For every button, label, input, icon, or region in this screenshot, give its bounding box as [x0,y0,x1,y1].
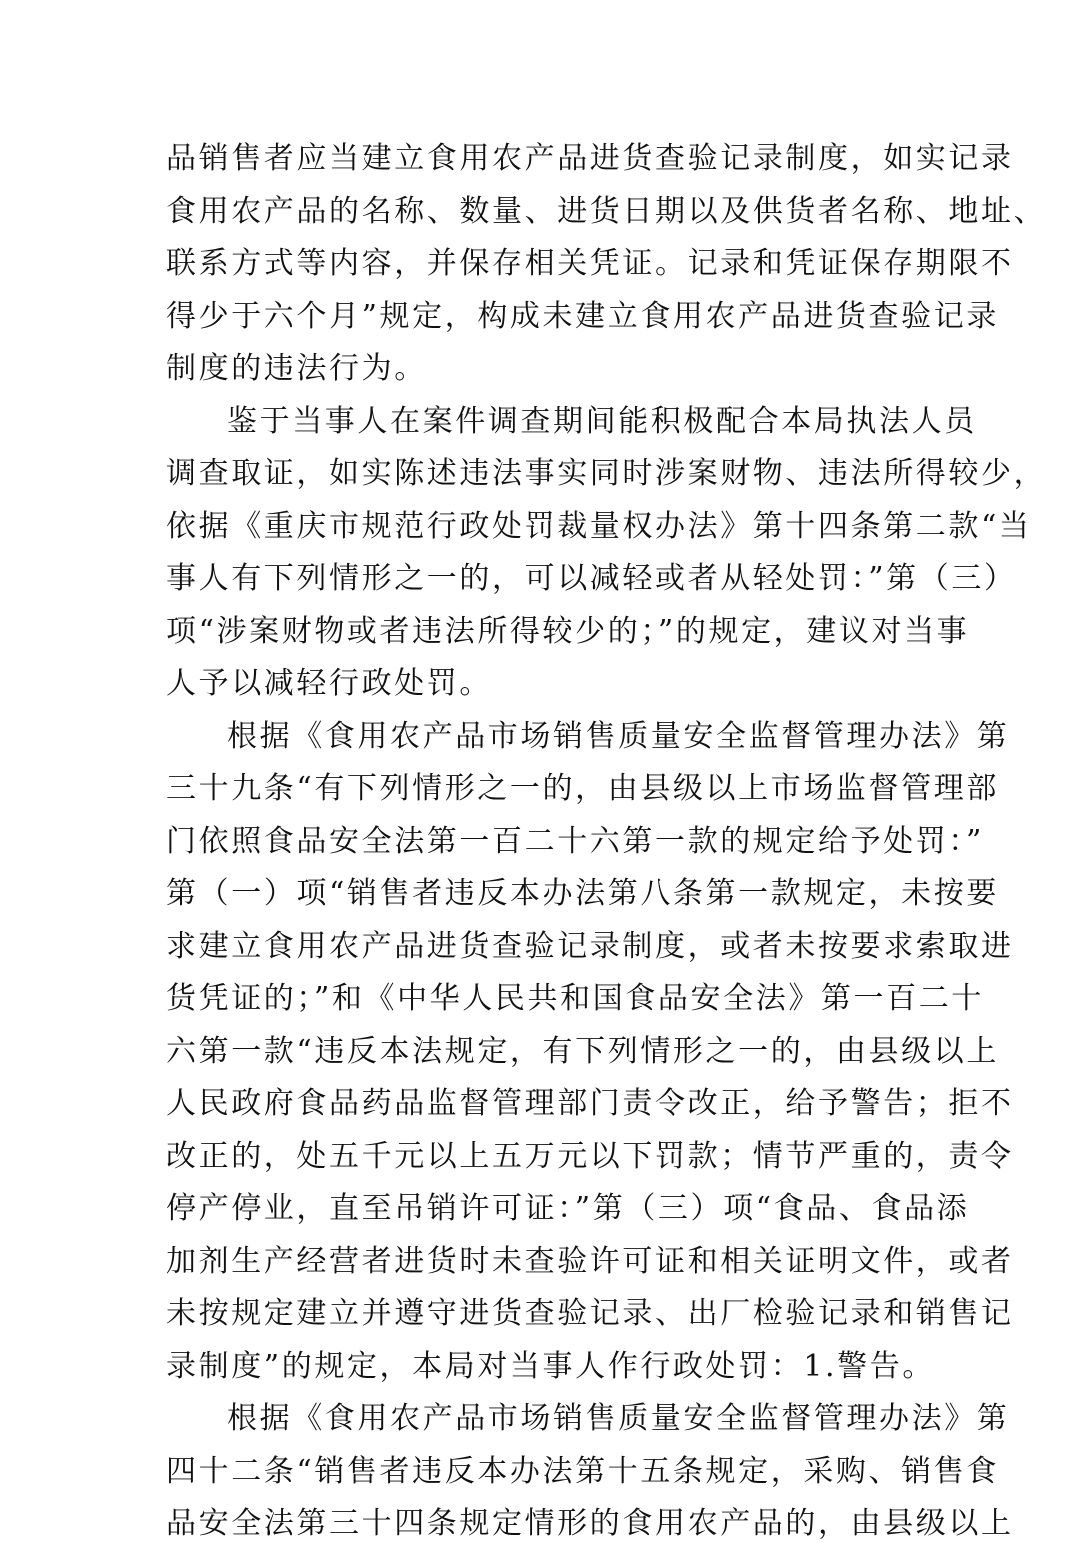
paragraph-3-line-8: 人民政府食品药品监督管理部门责令改正，给予警告；拒不 [166,1086,1014,1121]
paragraph-4-line-1: 根据《食用农产品市场销售质量安全监督管理办法》第 [227,1401,1010,1436]
paragraph-3-line-6: 货凭证的；”和《中华人民共和国食品安全法》第一百二十 [166,981,984,1016]
paragraph-1-line-4: 得少于六个月”规定，构成未建立食用农产品进货查验记录 [166,298,999,334]
paragraph-2-line-5: 项“涉案财物或者违法所得较少的；”的规定，建议对当事 [166,613,970,649]
paragraph-2-line-2: 调查取证，如实陈述违法事实同时涉案财物、违法所得较少， [166,456,1047,491]
paragraph-3-line-11: 加剂生产经营者进货时未查验许可证和相关证明文件，或者 [166,1243,1014,1279]
paragraph-1-line-1: 品销售者应当建立食用农产品进货查验记录制度，如实记录 [166,141,1014,176]
paragraph-3-line-3: 门依照食品安全法第一百二十六第一款的规定给予处罚：” [166,823,984,859]
paragraph-2-line-3: 依据《重庆市规范行政处罚裁量权办法》第十四条第二款“当 [166,508,1032,544]
paragraph-3-line-13: 录制度”的规定，本局对当事人作行政处罚：1.警告。 [166,1348,935,1384]
document-body [166,133,1047,1551]
paragraph-1-line-3: 联系方式等内容，并保存相关凭证。记录和凭证保存期限不 [166,246,1014,281]
paragraph-1-line-2: 食用农产品的名称、数量、进货日期以及供货者名称、地址、 [166,193,1047,229]
paragraph-3-line-4: 第（一）项“销售者违反本办法第八条第一款规定，未按要 [166,876,999,911]
paragraph-3-line-12: 未按规定建立并遵守进货查验记录、出厂检验记录和销售记 [166,1296,1014,1331]
paragraph-3-line-9: 改正的，处五千元以上五万元以下罚款；情节严重的，责令 [166,1138,1014,1174]
paragraph-4-line-2: 四十二条“销售者违反本办法第十五条规定，采购、销售食 [166,1453,999,1489]
paragraph-3-line-1: 根据《食用农产品市场销售质量安全监督管理办法》第 [227,718,1010,754]
paragraph-3-line-2: 三十九条“有下列情形之一的，由县级以上市场监督管理部 [166,771,999,806]
paragraph-3-line-10: 停产停业，直至吊销许可证：”第（三）项“食品、食品添 [166,1191,970,1226]
paragraph-3-line-5: 求建立食用农产品进货查验记录制度，或者未按要求索取进 [166,928,1014,964]
paragraph-3-line-7: 六第一款“违反本法规定，有下列情形之一的，由县级以上 [166,1033,999,1069]
paragraph-1-line-5: 制度的违法行为。 [166,351,427,386]
paragraph-4-line-3: 品安全法第三十四条规定情形的食用农产品的，由县级以上 [166,1506,1014,1541]
paragraph-2-line-6: 人予以减轻行政处罚。 [166,666,492,701]
paragraph-2-line-1: 鉴于当事人在案件调查期间能积极配合本局执法人员 [227,403,977,439]
paragraph-2-line-4: 事人有下列情形之一的，可以减轻或者从轻处罚：”第（三） [166,561,1017,596]
